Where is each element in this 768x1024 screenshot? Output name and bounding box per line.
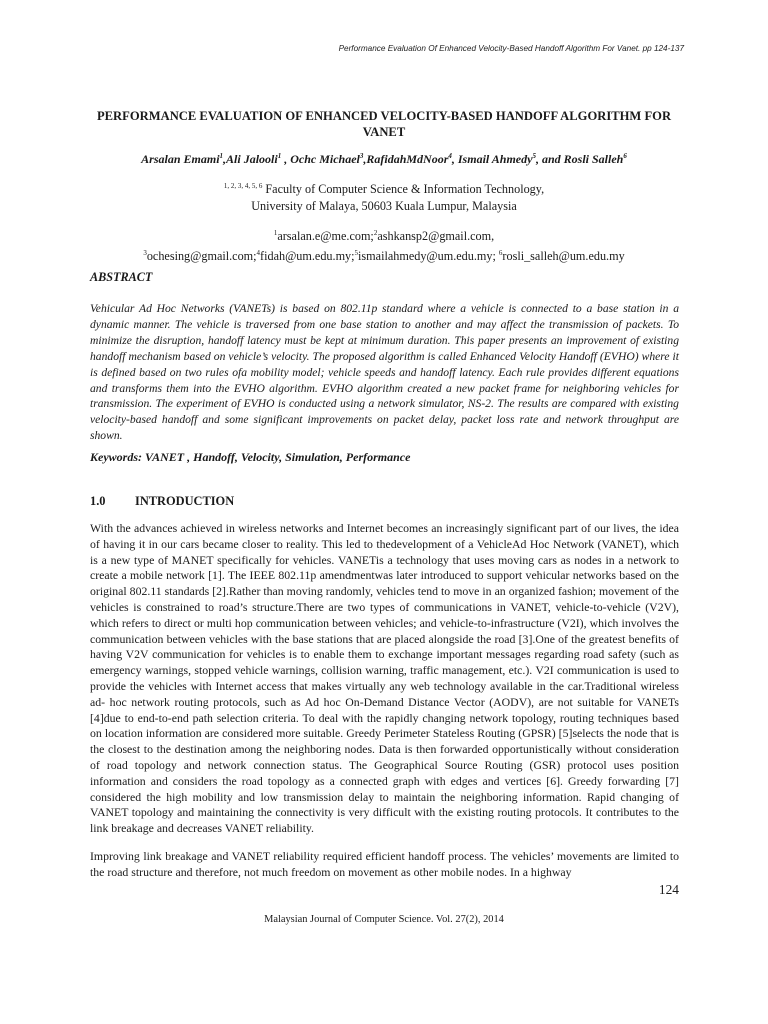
author-sup: 3 (359, 152, 364, 160)
journal-footer: Malaysian Journal of Computer Science. Vol. 27(2), 2014 (264, 914, 504, 925)
abstract-line: improvements on packet delay, packet loss rate and network throughput are shown. (90, 413, 679, 443)
paper-title-line-1: PERFORMANCE EVALUATION OF ENHANCED VELOCITY-BASED HANDOFF ALGORITHM FOR (96, 109, 672, 123)
email-link[interactable]: fidah@um.edu.my; (260, 249, 355, 264)
email-link[interactable]: ashkansp2@gmail.com, (377, 229, 495, 244)
paragraph-line: vehicles is to enable them to exchange important messages regarding road safety (such as emergency warnings, (90, 647, 679, 678)
abstract-line: improvement of existing handoff mechanism based on vehicle’s velocity. The proposed algorithm is called Enhanced (90, 333, 679, 363)
keywords: Keywords: VANET , Handoff, Velocity, Simulation, Performance (90, 450, 411, 464)
abstract-line: created a new packet frame for neighboring vehicles for transmission. The experiment of EVHO is conducted using (90, 381, 679, 411)
paragraph-line: without consideration of road topology and network connection status. The Geographical Source Routing (GSR) (90, 742, 679, 772)
paragraph-line: the node that is the closest to the destination among the neighboring nodes. Data is then forwarded opportunistically (90, 726, 679, 757)
author-name: Rosli Salleh (563, 152, 624, 166)
paragraph-line: vehicular networks based on the original 802.11 standards [2].Rather than moving randomly, vehicles tend to move (90, 568, 680, 599)
paragraph-line: limited to the road structure and therefore, not much freedom on movement as other mobile nodes. In a highway (90, 849, 680, 879)
paragraph-line: With the advances achieved in wireless networks and Internet becomes an increasingly significant part of our lives, (90, 521, 639, 535)
author-name: Arsalan Emami (141, 152, 220, 166)
affiliation-line-1 (80, 178, 688, 198)
section-title: INTRODUCTION (135, 494, 235, 508)
author-name: RafidahMdNoor (366, 152, 449, 166)
paragraph-line: (VANET), which is a new type of MANET specifically for vehicles. VANETis a technology that uses moving cars (90, 536, 679, 567)
paragraph-line: Greedy forwarding [7] considered the high mobility and low transmission delay to maintain the neighboring (90, 773, 679, 804)
paragraph-line: as nodes in a network to create a mobile network [1]. The IEEE 802.11p amendmentwas later introduced to support (90, 552, 679, 583)
author-sup: 1 (277, 152, 282, 160)
author-name: Ochc Michael (290, 152, 360, 166)
paragraph-line: based on location information are considered more suitable. Greedy Perimeter Stateless Routing (GPSR) [5]selects (90, 710, 679, 741)
abstract-line: packets. To minimize the disruption, handoff latency must be kept at minimum duration. This paper presents an (90, 317, 680, 347)
page-number: 124 (658, 882, 679, 897)
author-sup: 1 (219, 152, 224, 160)
author-sup: 4 (448, 152, 452, 160)
author-name: Ismail Ahmedy (457, 152, 533, 166)
affiliation-line-2: University of Malaya, 50603 Kuala Lumpur, Malaysia (251, 199, 517, 214)
paragraph-line: stopped vehicle warnings, collision warning, traffic management, etc.). V2I communication is used to provide the (90, 663, 680, 693)
paragraph-line: [4]due to end-to-end path selection criteria. To deal with the rapidly changing network topology, routing techniques (90, 710, 649, 725)
paper-title (88, 108, 680, 140)
email-link[interactable]: arsalan.e@me.com; (277, 229, 374, 244)
paragraph-line: vehicles with Internet access that makes virtually any web technology available in the car.Traditional wireless ad- (90, 678, 679, 709)
running-header: Performance Evaluation Of Enhanced Velocity-Based Handoff Algorithm For Vanet. pp 124-137 (338, 44, 684, 53)
author-sup: 5 (532, 152, 536, 160)
body-paragraph-2 (90, 849, 679, 881)
paragraph-line: communications in VANET, vehicle-to-vehicle (V2V), which refers to direct or multi hop communication between (90, 599, 679, 630)
affiliation (80, 178, 688, 215)
paragraph-line: protocol uses position information and considers the road topology as a connected graph with edges and vertices [6]. (90, 757, 680, 788)
paragraph-line: Improving link breakage and VANET reliability required efficient handoff process. The vehicles’ movements are (90, 849, 630, 863)
author-list: Arsalan Emami$^1$,Ali Jalooli$^1$ , Ochc Michael$^3$,RafidahMdNoor$^4$, Ismail Ahmedy$^5$, and Rosli Salleh$^6$ (141, 152, 627, 166)
affiliation-text: Faculty of Computer Science & Information Technology, (265, 182, 545, 197)
author-emails (80, 225, 688, 265)
body-paragraph-1 (90, 521, 679, 837)
author-name: Ali Jalooli (226, 152, 278, 166)
email-link[interactable]: ochesing@gmail.com; (146, 249, 257, 264)
section-number: 1.0 (90, 494, 106, 508)
paragraph-line: in an organized fashion; movement of the vehicles is constrained to road’s structure.There are two types of (90, 584, 679, 614)
affiliation-sup: 1, 2, 3, 4, 5, 6 (223, 182, 263, 190)
email-link[interactable]: rosli_salleh@um.edu.my (502, 249, 625, 264)
abstract-line: Vehicular Ad Hoc Networks (VANETs) is based on 802.11p standard where a vehicle is connected to a base station (90, 302, 655, 315)
section-heading (90, 494, 234, 509)
abstract-line: Velocity Handoff (EVHO) where it is defined based on two rules ofa mobility model; vehicle speeds and handoff (90, 349, 679, 379)
abstract-body (90, 301, 679, 444)
paragraph-line: routing protocols. It contributes to the link breakage and decreases VANET reliability. (90, 805, 679, 836)
paragraph-line: information. Rapid changing of VANET topology and maintaining the connectivity is very difficult with the existing (90, 789, 679, 820)
paragraph-line: hoc network routing protocols, such as Ad hoc On-Demand Distance Vector (AODV), are not suitable for VANETs (109, 694, 679, 709)
email-line-2: $^3$ochesing@gmail.com;$^4$fidah@um.edu.my;$^5$ismailahmedy@um.edu.my; $^6$rosli_salleh@um.edu.my (143, 249, 625, 264)
abstract-line: a network simulator, NS-2. The results are compared with existing velocity-based handoff and some significant (90, 397, 679, 427)
paper-title-line-2: VANET (362, 125, 406, 139)
paragraph-line: the idea of having it in our cars became closer to reality. This led to thedevelopment of a VehicleAd Hoc Network (90, 521, 679, 551)
abstract-line: in a dynamic manner. The vehicle is traversed from one base station to another and may affect the transmission of (90, 302, 680, 331)
author-sup: 6 (623, 152, 627, 160)
abstract-line: latency. Each rule provides different equations and transforms them into the EVHO algorithm. EVHO algorithm (90, 365, 679, 395)
email-link[interactable]: ismailahmedy@um.edu.my; (358, 249, 496, 264)
abstract-heading: ABSTRACT (90, 270, 153, 284)
paragraph-line: stations that are placed alongside the road [3].One of the greatest benefits of having V2V communication for (90, 631, 679, 662)
email-line-1: $^1$arsalan.e@me.com;$^2$ashkansp2@gmail.com, (273, 229, 495, 244)
paragraph-line: vehicles; and vehicle-to-infrastructure (V2I), which involves the communication between vehicles with the base (90, 615, 680, 646)
